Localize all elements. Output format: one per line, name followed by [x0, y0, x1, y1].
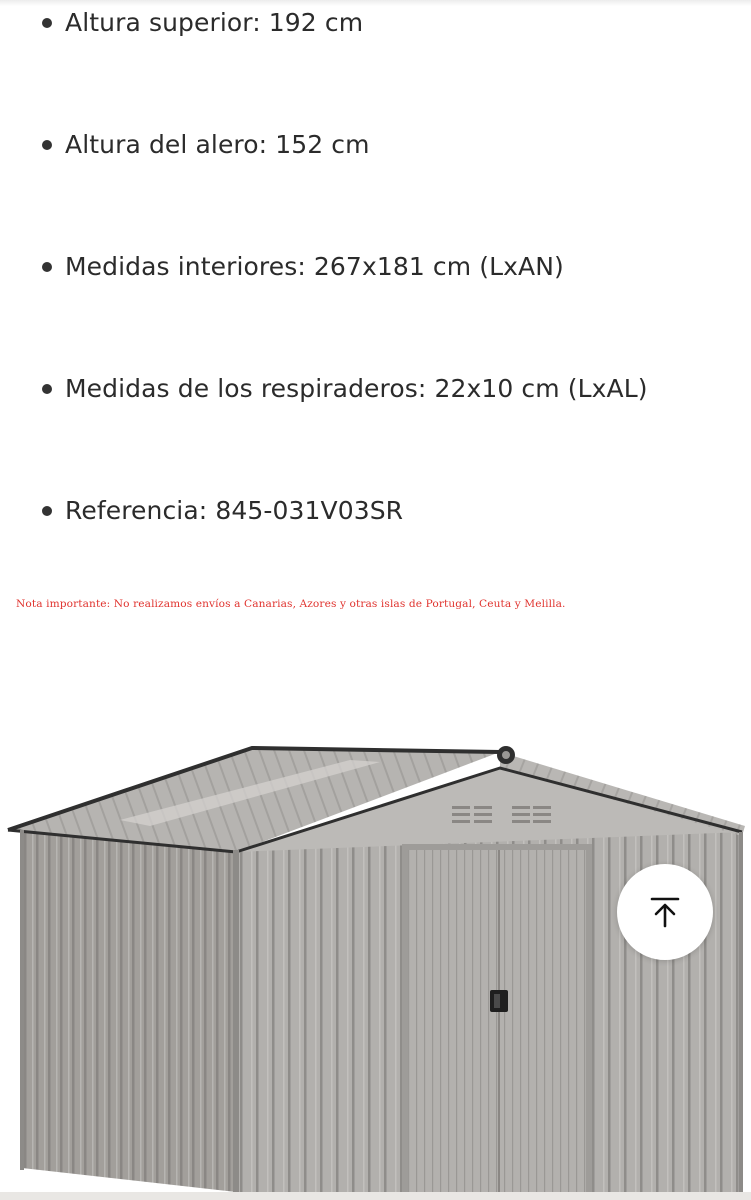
top-divider — [0, 0, 751, 6]
spec-text: Altura del alero: 152 cm — [65, 130, 370, 159]
spec-text: Medidas interiores: 267x181 cm (LxAN) — [65, 252, 564, 281]
scroll-to-top-button[interactable] — [617, 864, 713, 960]
spec-item-eave-height — [42, 130, 370, 159]
bullet-icon — [42, 140, 52, 150]
spec-item-top-height — [42, 8, 363, 37]
spec-item-vent-size — [42, 374, 648, 403]
spec-item-interior-size — [42, 252, 564, 281]
bullet-icon — [42, 506, 52, 516]
spec-text: Referencia: 845-031V03SR — [65, 496, 404, 525]
bullet-icon — [42, 384, 52, 394]
bullet-icon — [42, 18, 52, 28]
spec-text: Medidas de los respiraderos: 22x10 cm (LxAL) — [65, 374, 648, 403]
product-image-shed — [0, 735, 751, 1200]
spec-text: Altura superior: 192 cm — [65, 8, 364, 37]
bullet-icon — [42, 262, 52, 272]
arrow-up-to-line-icon — [648, 895, 682, 929]
spec-item-reference — [42, 496, 403, 525]
shipping-note: Nota importante: No realizamos envíos a Canarias, Azores y otras islas de Portugal, Ceuta y Melilla. — [16, 598, 566, 610]
